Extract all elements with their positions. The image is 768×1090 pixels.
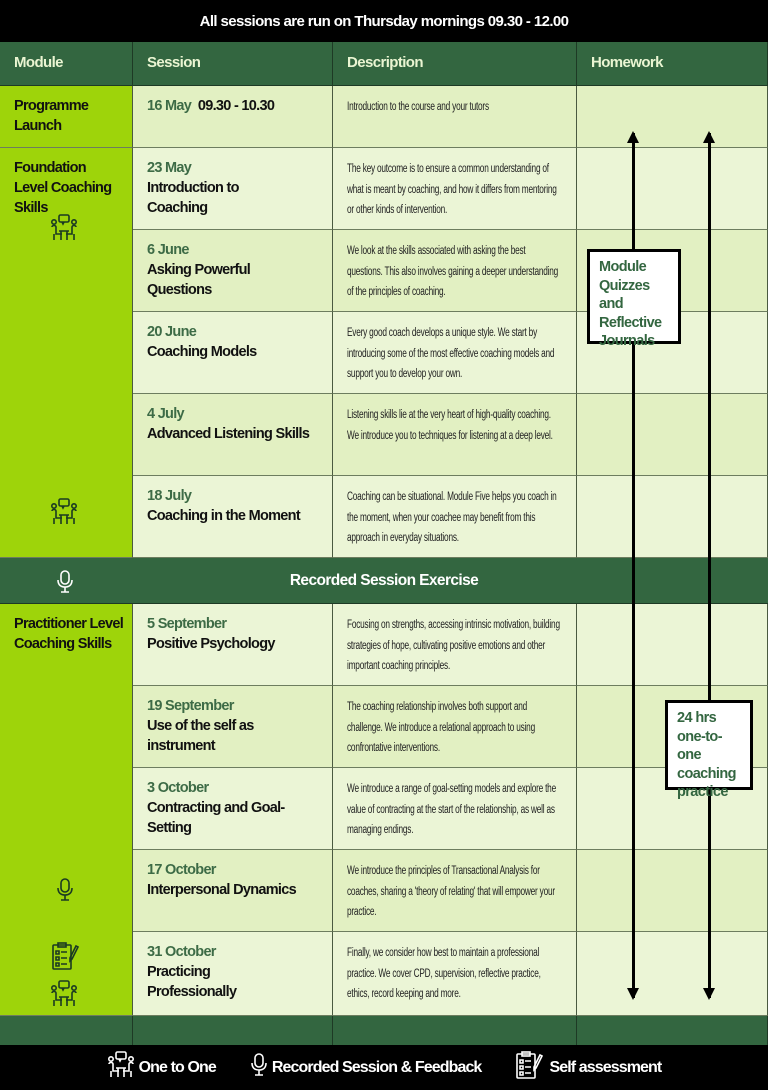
session-cell xyxy=(133,86,333,148)
self-assessment-icon xyxy=(515,1051,545,1084)
session-description-cell xyxy=(333,86,577,148)
session-description: The key outcome is to ensure a common understanding of what is meant by coaching, and how it differs from mentoring or other kinds of intervention. xyxy=(347,163,557,216)
session-description: Listening skills lie at the very heart of high-quality coaching. We introduce you to techniques for listening at a deep level. xyxy=(347,409,553,442)
microphone-icon xyxy=(56,570,74,599)
one-to-one-icon xyxy=(50,980,78,1014)
session-description-cell xyxy=(333,932,577,1016)
module-practitioner-label: Practitioner Level Coaching Skills xyxy=(14,616,124,652)
session-title: Coaching in the Moment xyxy=(147,508,300,524)
one-to-one-icon xyxy=(107,1051,135,1084)
footer-band-cell xyxy=(0,1016,133,1045)
session-description-cell xyxy=(333,230,577,312)
microphone-icon xyxy=(250,1053,268,1082)
session-date: 3 October xyxy=(147,780,209,796)
one-to-one-icon xyxy=(50,214,78,248)
session-description: Coaching can be situational. Module Five helps you coach in the moment, when your coachee may benefit from this approach in everyday situations. xyxy=(347,491,557,544)
session-cell xyxy=(133,230,333,312)
header-homework: Homework xyxy=(577,42,768,86)
session-description-cell xyxy=(333,148,577,230)
session-date: 20 June xyxy=(147,324,197,340)
session-date: 16 May xyxy=(147,98,192,114)
session-cell xyxy=(133,686,333,768)
session-description: We look at the skills associated with asking the best questions. This also involves gaining a deeper understanding of the principles of coaching. xyxy=(347,245,559,298)
legend-self-assessment xyxy=(515,1051,661,1084)
session-title: Contracting and Goal-Setting xyxy=(147,800,285,836)
session-date: 19 September xyxy=(147,698,234,714)
session-description-cell xyxy=(333,686,577,768)
microphone-icon xyxy=(56,878,74,908)
session-cell xyxy=(133,604,333,686)
session-description: Every good coach develops a unique style. We start by introducing some of the most effective coaching models and support you to develop your own. xyxy=(347,327,555,380)
session-description: We introduce a range of goal-setting models and explore the value of contracting at the start of the relationship, as well as managing endings. xyxy=(347,783,556,836)
homework-cell xyxy=(577,394,768,476)
homework-cell xyxy=(577,476,768,558)
footer-band-cell xyxy=(333,1016,577,1045)
session-time: 09.30 - 10.30 xyxy=(197,98,275,114)
module-foundation-label: Foundation Level Coaching Skills xyxy=(14,160,112,216)
header-description: Description xyxy=(333,42,577,86)
session-cell xyxy=(133,768,333,850)
homework-quizzes-box: Module Quizzes and Reflective Journals xyxy=(587,249,681,344)
homework-cell xyxy=(577,850,768,932)
session-description-cell xyxy=(333,394,577,476)
header-session: Session xyxy=(133,42,333,86)
session-description: Focusing on strengths, accessing intrinsic motivation, building strategies of hope, cultivating positive emotions and other important coaching principles. xyxy=(347,619,560,672)
homework-span-arrow xyxy=(708,133,711,998)
footer-band-cell xyxy=(577,1016,768,1045)
session-title: Positive Psychology xyxy=(147,636,275,652)
session-description-cell xyxy=(333,604,577,686)
session-date: 5 September xyxy=(147,616,227,632)
session-title: Practicing Professionally xyxy=(147,964,237,1000)
session-date: 6 June xyxy=(147,242,189,258)
recorded-session-label: Recorded Session Exercise xyxy=(289,571,479,589)
legend-label: Recorded Session & Feedback xyxy=(271,1058,482,1076)
session-cell xyxy=(133,932,333,1016)
legend xyxy=(0,1045,768,1090)
session-cell xyxy=(133,850,333,932)
session-date: 18 July xyxy=(147,488,192,504)
footer-band-cell xyxy=(133,1016,333,1045)
session-description-cell xyxy=(333,476,577,558)
session-description: We introduce the principles of Transactional Analysis for coaches, sharing a 'theory of relating' that will empower your practice. xyxy=(347,865,555,918)
session-description-cell xyxy=(333,850,577,932)
session-description-cell xyxy=(333,768,577,850)
schedule-title: All sessions are run on Thursday mornings 09.30 - 12.00 xyxy=(0,0,768,42)
session-description: The coaching relationship involves both support and challenge. We introduce a relational approach to using confrontative interventions. xyxy=(347,701,535,754)
legend-one-to-one xyxy=(107,1051,216,1084)
session-title: Interpersonal Dynamics xyxy=(147,882,296,898)
session-title: Asking Powerful Questions xyxy=(147,262,251,298)
session-date: 31 October xyxy=(147,944,216,960)
session-cell xyxy=(133,476,333,558)
session-date: 17 October xyxy=(147,862,216,878)
recorded-session-row xyxy=(0,558,768,604)
homework-cell xyxy=(577,604,768,686)
homework-cell xyxy=(577,148,768,230)
module-programme-launch: Programme Launch xyxy=(0,86,133,148)
header-module: Module xyxy=(0,42,133,86)
one-to-one-icon xyxy=(50,498,78,532)
session-description-cell xyxy=(333,312,577,394)
homework-cell xyxy=(577,86,768,148)
session-date: 23 May xyxy=(147,160,192,176)
session-cell xyxy=(133,148,333,230)
session-description: Introduction to the course and your tutors xyxy=(347,101,489,113)
session-title: Introduction to Coaching xyxy=(147,180,239,216)
session-cell xyxy=(133,394,333,476)
session-title: Advanced Listening Skills xyxy=(147,426,310,442)
legend-label: Self assessment xyxy=(549,1058,662,1076)
module-foundation xyxy=(0,148,133,558)
session-date: 4 July xyxy=(147,406,184,422)
session-title: Coaching Models xyxy=(147,344,257,360)
legend-recorded xyxy=(250,1053,482,1082)
module-practitioner xyxy=(0,604,133,1016)
homework-cell xyxy=(577,932,768,1016)
legend-label: One to One xyxy=(138,1058,216,1076)
session-title: Use of the self as instrument xyxy=(147,718,254,754)
session-cell xyxy=(133,312,333,394)
homework-practice-box: 24 hrs one-to-one coaching practice xyxy=(665,700,753,790)
self-assessment-icon xyxy=(51,942,81,976)
session-description: Finally, we consider how best to maintain a professional practice. We cover CPD, supervision, reflective practice, ethics, record keeping and more. xyxy=(347,947,541,1000)
